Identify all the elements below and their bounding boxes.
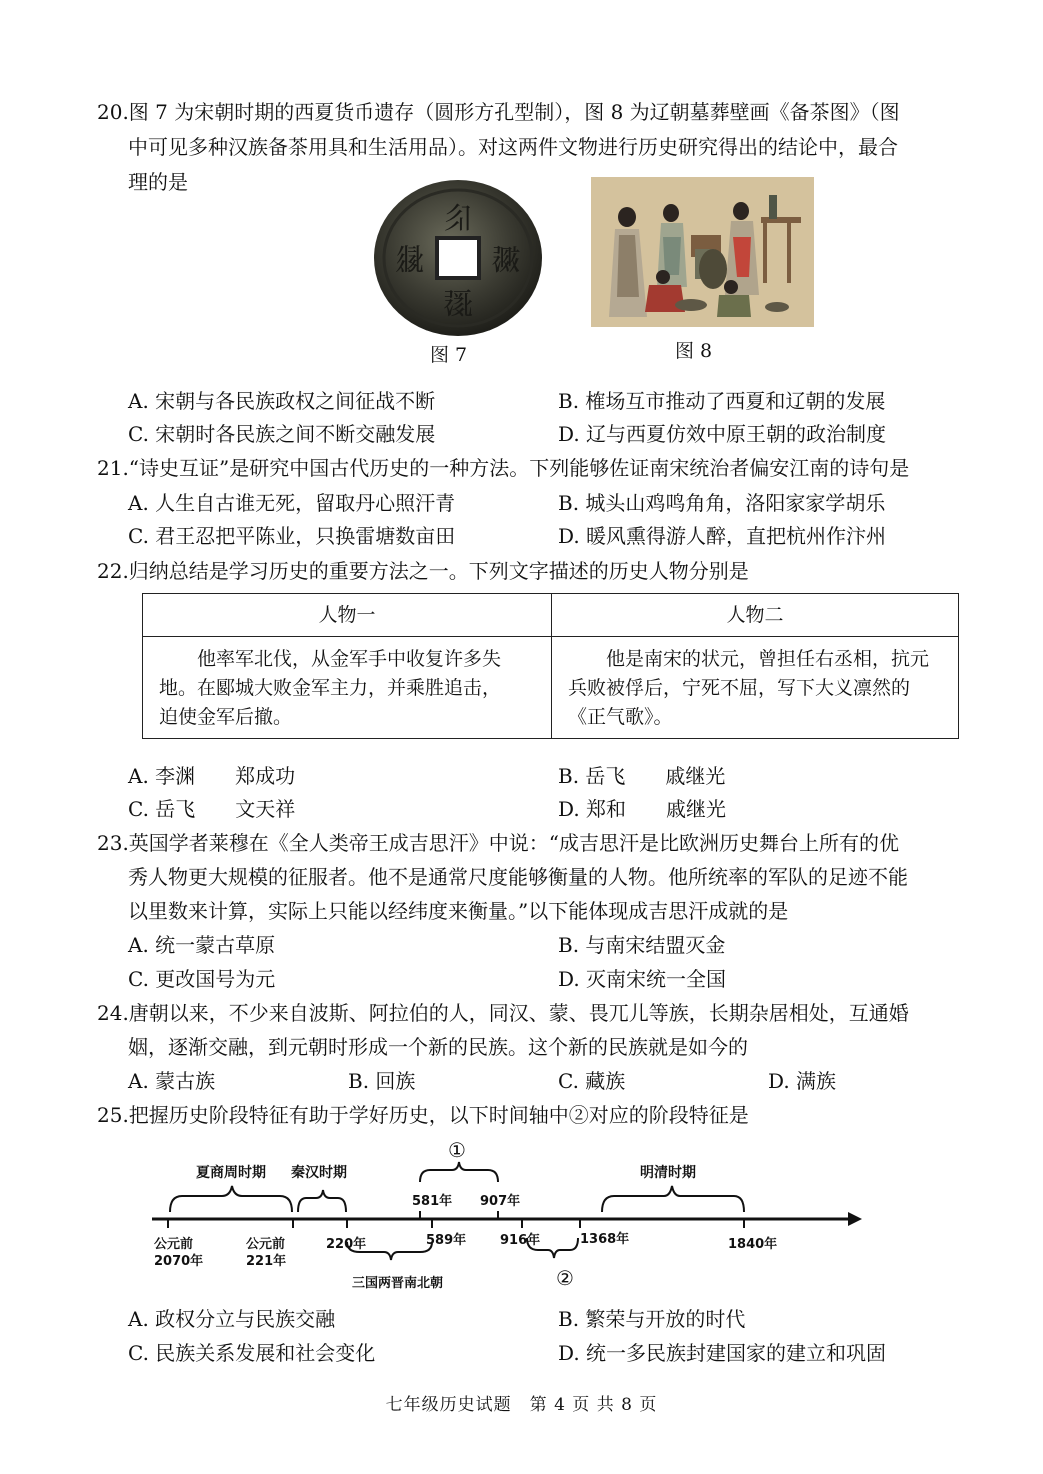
date-2070bc-line1: 公元前	[154, 1237, 194, 1252]
date-221bc-line2: 221年	[246, 1254, 287, 1269]
brace-mark-2	[527, 1238, 578, 1258]
q25-option-b[interactable]: B. 繁荣与开放的时代	[558, 1307, 746, 1331]
q24-option-c[interactable]: C. 藏族	[558, 1069, 626, 1093]
q22-table	[142, 593, 959, 739]
date-1368: 1368年	[580, 1232, 630, 1247]
era-label-sanguo: 三国两晋南北朝	[352, 1276, 444, 1291]
q22-table-header-2: 人物二	[552, 594, 959, 637]
q22-cell2-line3: 《正气歌》。	[568, 706, 673, 728]
era-label-ming-qing: 明清时期	[640, 1165, 696, 1181]
date-2070bc-line2: 2070年	[154, 1254, 204, 1269]
q24-option-d[interactable]: D. 满族	[768, 1069, 837, 1093]
q22-cell2-line2: 兵败被俘后，宁死不屈，写下大义凛然的	[568, 677, 911, 699]
q25-option-c[interactable]: C. 民族关系发展和社会变化	[128, 1341, 376, 1365]
date-916: 916年	[500, 1233, 541, 1248]
q22-table-cell-2	[552, 637, 959, 739]
q21-option-a[interactable]: A. 人生自古谁无死，留取丹心照汗青	[128, 491, 456, 515]
date-589: 589年	[426, 1233, 467, 1248]
date-221bc-line1: 公元前	[246, 1237, 286, 1252]
q25-stem: 25.把握历史阶段特征有助于学好历史，以下时间轴中②对应的阶段特征是	[97, 1103, 749, 1127]
q23-option-b[interactable]: B. 与南宋结盟灭金	[558, 933, 726, 957]
q20-option-a[interactable]: A. 宋朝与各民族政权之间征战不断	[128, 389, 436, 413]
q22-cell2-line1: 他是南宋的状元，曾担任右丞相，抗元	[568, 648, 930, 670]
q22-option-c[interactable]: C. 岳飞 文天祥	[128, 797, 296, 821]
figure-7-coin-image	[372, 178, 544, 338]
timeline-mark-2: ②	[556, 1266, 574, 1290]
q23-option-c[interactable]: C. 更改国号为元	[128, 967, 276, 991]
q22-stem: 22.归纳总结是学习历史的重要方法之一。下列文字描述的历史人物分别是	[97, 559, 749, 583]
q24-option-b[interactable]: B. 回族	[348, 1069, 416, 1093]
brace-sanguo	[347, 1242, 432, 1260]
q22-table-cell-1	[143, 637, 552, 739]
q23-option-a[interactable]: A. 统一蒙古草原	[128, 933, 276, 957]
figure-8-mural-image	[591, 177, 814, 327]
page-footer: 七年级历史试题 第 4 页 共 8 页	[385, 1395, 658, 1415]
coin-glyph-bottom: 𗖰	[443, 287, 473, 322]
q21-option-d[interactable]: D. 暖风熏得游人醉，直把杭州作汴州	[558, 524, 887, 548]
coin-glyph-top: 𗼃	[443, 201, 473, 236]
q20-option-d[interactable]: D. 辽与西夏仿效中原王朝的政治制度	[558, 422, 887, 446]
date-1840: 1840年	[728, 1237, 778, 1252]
q20-option-c[interactable]: C. 宋朝时各民族之间不断交融发展	[128, 422, 436, 446]
era-label-qin-han: 秦汉时期	[291, 1165, 347, 1181]
date-907: 907年	[480, 1194, 521, 1209]
q20-stem-line3: 理的是	[128, 170, 188, 194]
coin-glyph-right: 𗗂	[491, 243, 521, 278]
q21-option-b[interactable]: B. 城头山鸡鸣角角，洛阳家家学胡乐	[558, 491, 886, 515]
date-581: 581年	[412, 1194, 453, 1209]
q20-stem-line2: 中可见多种汉族备茶用具和生活用品）。对这两件文物进行历史研究得出的结论中，最合	[128, 135, 898, 159]
q24-stem-line1: 24.唐朝以来，不少来自波斯、阿拉伯的人，同汉、蒙、畏兀儿等族，长期杂居相处，互通婚	[97, 1001, 909, 1025]
q23-stem-line3: 以里数来计算，实际上只能以经纬度来衡量。”以下能体现成吉思汗成就的是	[128, 899, 789, 923]
coin-glyph-left: 𗼑	[395, 243, 425, 278]
brace-qin-han	[298, 1190, 346, 1212]
q22-cell1-line1: 他率军北伐，从金军手中收复许多失	[159, 648, 502, 670]
q20-stem-line1: 20.图 7 为宋朝时期的西夏货币遗存（圆形方孔型制），图 8 为辽朝墓葬壁画《备茶图》（图	[97, 100, 900, 124]
q20-option-b[interactable]: B. 榷场互市推动了西夏和辽朝的发展	[558, 389, 886, 413]
date-220: 220年	[326, 1237, 367, 1252]
era-label-xia-shang-zhou: 夏商周时期	[196, 1165, 266, 1181]
q24-stem-line2: 姻，逐渐交融，到元朝时形成一个新的民族。这个新的民族就是如今的	[128, 1035, 748, 1059]
timeline-mark-1: ①	[448, 1138, 466, 1162]
q22-option-a[interactable]: A. 李渊 郑成功	[128, 764, 296, 788]
q22-option-b[interactable]: B. 岳飞 戚继光	[558, 764, 726, 788]
q21-stem: 21.“诗史互证”是研究中国古代历史的一种方法。下列能够佐证南宋统治者偏安江南的诗句是	[97, 456, 910, 480]
brace-mark-1	[420, 1162, 498, 1182]
q23-stem-line2: 秀人物更大规模的征服者。他不是通常尺度能够衡量的人物。他所统率的军队的足迹不能	[128, 865, 908, 889]
timeline-arrow	[848, 1212, 862, 1226]
q25-option-a[interactable]: A. 政权分立与民族交融	[128, 1307, 336, 1331]
brace-ming-qing	[602, 1186, 744, 1212]
q25-option-d[interactable]: D. 统一多民族封建国家的建立和巩固	[558, 1341, 887, 1365]
q22-table-header-1: 人物一	[143, 594, 552, 637]
q23-stem-line1: 23.英国学者莱穆在《全人类帝王成吉思汗》中说：“成吉思汗是比欧洲历史舞台上所有的优	[97, 831, 900, 855]
q22-option-d[interactable]: D. 郑和 戚继光	[558, 797, 727, 821]
figure-7-caption: 图 7	[430, 344, 468, 366]
q24-option-a[interactable]: A. 蒙古族	[128, 1069, 216, 1093]
q22-cell1-line2: 地。在郾城大败金军主力，并乘胜追击，	[159, 677, 502, 699]
brace-xia-shang-zhou	[170, 1186, 292, 1212]
q21-option-c[interactable]: C. 君王忍把平陈业，只换雷塘数亩田	[128, 524, 456, 548]
q23-option-d[interactable]: D. 灭南宋统一全国	[558, 967, 727, 991]
q22-cell1-line3: 迫使金军后撤。	[159, 706, 293, 728]
figure-8-caption: 图 8	[675, 340, 713, 362]
